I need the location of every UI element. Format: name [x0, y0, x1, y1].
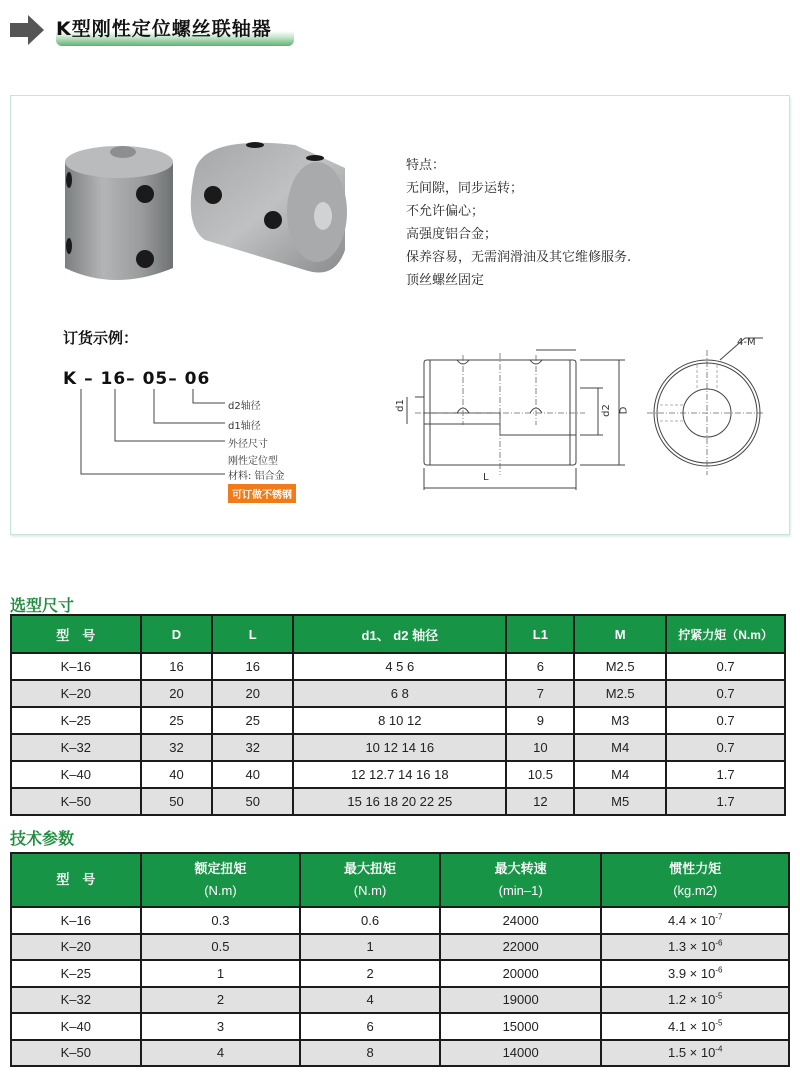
- col-inertia: [601, 853, 789, 907]
- col-M: M: [574, 615, 666, 653]
- cell: 4 5 6: [293, 653, 506, 680]
- cell: M2.5: [574, 680, 666, 707]
- inertia-exp: -6: [715, 965, 723, 975]
- coupling-left: [65, 146, 173, 280]
- cell: 20000: [440, 960, 602, 987]
- col-D: D: [141, 615, 213, 653]
- header-unit: (N.m): [204, 883, 237, 898]
- order-example-title: 订货示例：: [63, 329, 139, 347]
- inertia-exp: -4: [715, 1044, 723, 1054]
- cell: 0.5: [141, 934, 301, 961]
- cell: 9: [506, 707, 574, 734]
- cell: M3: [574, 707, 666, 734]
- tech-params-table: [10, 852, 790, 1067]
- cell: 15 16 18 20 22 25: [293, 788, 506, 815]
- header-line: 最大扭矩: [344, 861, 397, 876]
- table-row: [11, 1040, 789, 1067]
- order-example-code: K – 16– 05– 06: [63, 369, 211, 389]
- cell: [601, 960, 789, 987]
- cell: 4: [141, 1040, 301, 1067]
- label-d2: d2轴径: [228, 401, 261, 412]
- table-row: [11, 653, 785, 680]
- tech-table-heading: 技术参数: [10, 829, 75, 848]
- cell: M5: [574, 788, 666, 815]
- page-title: K型刚性定位螺丝联轴器: [56, 18, 272, 40]
- cell: M4: [574, 734, 666, 761]
- cell: 50: [141, 788, 213, 815]
- cell: 4: [300, 987, 440, 1014]
- cell: 32: [141, 734, 213, 761]
- cell: 0.7: [666, 653, 785, 680]
- col-model: [11, 853, 141, 907]
- cell: K–40: [11, 761, 141, 788]
- cell: [601, 987, 789, 1014]
- inertia-base: 4.1 × 10: [667, 1018, 716, 1034]
- cell: K–32: [11, 734, 141, 761]
- cell: 6 8: [293, 680, 506, 707]
- cell: M2.5: [574, 653, 666, 680]
- header-unit: (min–1): [498, 883, 543, 898]
- drawing-label-D: D: [618, 406, 630, 415]
- cell: 25: [141, 707, 213, 734]
- feature-item: 高强度铝合金；: [406, 227, 498, 242]
- col-torque: 拧紧力矩（N.m）: [666, 615, 785, 653]
- table-row: [11, 680, 785, 707]
- order-callout-lines: [55, 385, 235, 495]
- cell: 40: [141, 761, 213, 788]
- cell: 10.5: [506, 761, 574, 788]
- cell: [601, 907, 789, 934]
- col-L1: L1: [506, 615, 574, 653]
- table-row: [11, 987, 789, 1014]
- stainless-custom-badge: 可订做不锈钢: [228, 484, 296, 503]
- col-L: L: [212, 615, 293, 653]
- inertia-base: 1.3 × 10: [667, 939, 716, 955]
- cell: 24000: [440, 907, 602, 934]
- cell: 0.7: [666, 707, 785, 734]
- features-list: [406, 154, 631, 292]
- cell: K–25: [11, 707, 141, 734]
- table-row: [11, 761, 785, 788]
- inertia-exp: -7: [715, 912, 723, 922]
- selection-table: [10, 614, 786, 816]
- cell: 2: [300, 960, 440, 987]
- table-row: [11, 907, 789, 934]
- feature-item: 顶丝螺丝固定: [406, 273, 485, 288]
- cell: 8 10 12: [293, 707, 506, 734]
- cell: 16: [141, 653, 213, 680]
- inertia-exp: -6: [715, 938, 723, 948]
- header-line: 额定扭矩: [194, 861, 247, 876]
- inertia-exp: -5: [715, 991, 723, 1001]
- cell: K–20: [11, 934, 141, 961]
- table-row: [11, 707, 785, 734]
- table-row: [11, 934, 789, 961]
- cell: 50: [212, 788, 293, 815]
- header-line: 型 号: [56, 872, 96, 887]
- cell: 3: [141, 1013, 301, 1040]
- cell: 40: [212, 761, 293, 788]
- inertia-base: 1.2 × 10: [667, 992, 716, 1008]
- cell: 10 12 14 16: [293, 734, 506, 761]
- label-material: 材料: 铝合金: [228, 471, 285, 482]
- cell: 22000: [440, 934, 602, 961]
- cell: 32: [212, 734, 293, 761]
- coupling-right: [191, 142, 347, 273]
- cell: 0.7: [666, 680, 785, 707]
- cell: 12 12.7 14 16 18: [293, 761, 506, 788]
- cell: K–16: [11, 907, 141, 934]
- cell: 1: [141, 960, 301, 987]
- cell: 0.3: [141, 907, 301, 934]
- cell: 7: [506, 680, 574, 707]
- table-row: [11, 1013, 789, 1040]
- label-d1: d1轴径: [228, 421, 261, 432]
- cell: 0.7: [666, 734, 785, 761]
- cell: 12: [506, 788, 574, 815]
- inertia-base: 3.9 × 10: [667, 965, 716, 981]
- drawing-label-d2: d2: [600, 404, 612, 417]
- feature-item: 不允许偏心；: [406, 204, 485, 219]
- table-header-row: [11, 615, 785, 653]
- header-unit: (N.m): [353, 883, 387, 898]
- feature-item: 无间隙，同步运转；: [406, 181, 524, 196]
- cell: 25: [212, 707, 293, 734]
- cell: 16: [212, 653, 293, 680]
- cell: 1.7: [666, 788, 785, 815]
- cell: 20: [212, 680, 293, 707]
- cell: 8: [300, 1040, 440, 1067]
- table-header-row: [11, 853, 789, 907]
- cell: 15000: [440, 1013, 602, 1040]
- cell: K–50: [11, 788, 141, 815]
- technical-drawing: [385, 335, 785, 505]
- cell: M4: [574, 761, 666, 788]
- cell: K–25: [11, 960, 141, 987]
- inertia-exp: -5: [715, 1018, 723, 1028]
- cell: K–16: [11, 653, 141, 680]
- drawing-label-L: L: [483, 472, 489, 483]
- cell: 1: [300, 934, 440, 961]
- arrow-right-icon: [10, 15, 44, 45]
- features-heading: 特点：: [406, 158, 446, 173]
- cell: 0.6: [300, 907, 440, 934]
- header-line: 最大转速: [494, 861, 547, 876]
- header-unit: (kg.m2): [673, 883, 718, 898]
- label-type: 刚性定位型: [228, 456, 278, 467]
- inertia-base: 4.4 × 10: [667, 912, 716, 928]
- col-model: 型 号: [11, 615, 141, 653]
- table-row: [11, 734, 785, 761]
- cell: 1.7: [666, 761, 785, 788]
- col-shaft-dia: d1、 d2 轴径: [293, 615, 506, 653]
- drawing-label-d1: d1: [394, 399, 406, 412]
- col-max-speed: [440, 853, 602, 907]
- selection-table-heading: 选型尺寸: [10, 596, 75, 615]
- cell: [601, 934, 789, 961]
- cell: [601, 1040, 789, 1067]
- feature-item: 保养容易，无需润滑油及其它维修服务.: [406, 250, 632, 265]
- col-rated-torque: [141, 853, 301, 907]
- col-max-torque: [300, 853, 440, 907]
- cell: K–32: [11, 987, 141, 1014]
- table-row: [11, 788, 785, 815]
- cell: 10: [506, 734, 574, 761]
- table-row: [11, 960, 789, 987]
- cell: 6: [300, 1013, 440, 1040]
- header-line: 惯性力矩: [669, 861, 722, 876]
- inertia-base: 1.5 × 10: [667, 1045, 716, 1061]
- cell: 14000: [440, 1040, 602, 1067]
- cell: K–20: [11, 680, 141, 707]
- cell: 19000: [440, 987, 602, 1014]
- label-outer: 外径尺寸: [228, 439, 268, 450]
- cell: 20: [141, 680, 213, 707]
- cell: 2: [141, 987, 301, 1014]
- product-photo: [55, 140, 355, 300]
- cell: K–50: [11, 1040, 141, 1067]
- drawing-label-4M: 4-M: [737, 337, 756, 348]
- cell: 6: [506, 653, 574, 680]
- cell: [601, 1013, 789, 1040]
- cell: K–40: [11, 1013, 141, 1040]
